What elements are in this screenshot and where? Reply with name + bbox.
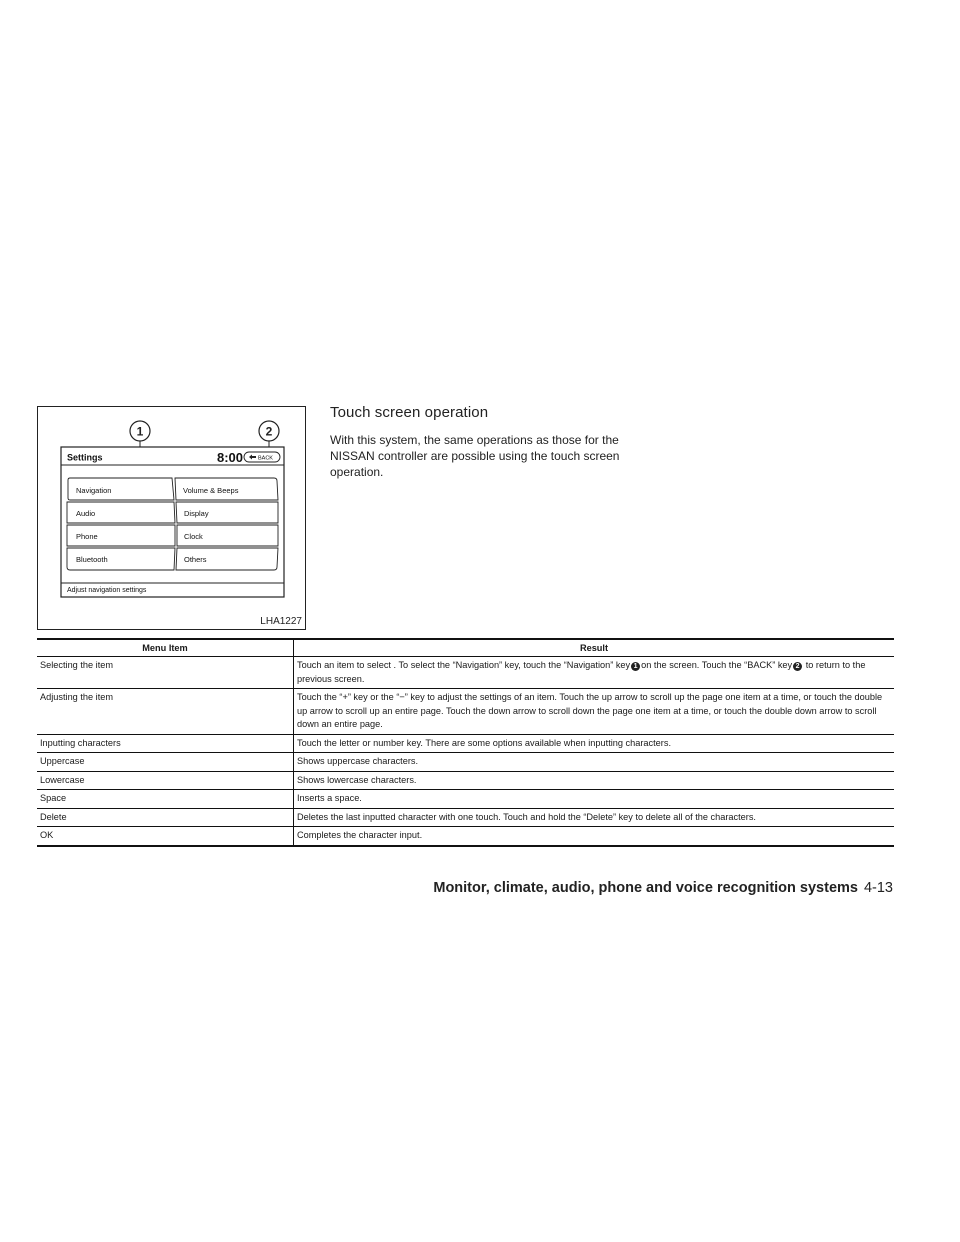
table-row [37, 689, 894, 735]
row-item: Inputting characters [37, 734, 294, 753]
row-result-part: Touch an item to select . To select the “Navigation” key, touch the “Navigation” key [297, 660, 631, 670]
table-row [37, 657, 894, 689]
volume-beeps-key-label: Volume & Beeps [183, 486, 239, 495]
key-1-icon: 1 [631, 662, 640, 671]
menu-result-table [37, 638, 894, 847]
row-result-part: on the screen. Touch the “BACK” key [641, 660, 793, 670]
row-result: Completes the character input. [294, 827, 895, 846]
clock-key-label: Clock [184, 532, 203, 541]
row-result: Inserts a space. [294, 790, 895, 809]
status-bar-text: Adjust navigation settings [67, 587, 147, 594]
key-2-icon: 2 [793, 662, 802, 671]
table-header-row [37, 639, 894, 657]
others-key-label: Others [184, 555, 207, 564]
footer-chapter-title: Monitor, climate, audio, phone and voice recognition systems [433, 880, 858, 896]
row-result: Touch the letter or number key. There are some options available when inputting characters. [294, 734, 895, 753]
callout-1-number: 1 [136, 424, 144, 439]
row-item: Space [37, 790, 294, 809]
phone-key-label: Phone [76, 532, 98, 541]
section-body: With this system, the same operations as those for the NISSAN controller are possible using the touch screen operation. [330, 433, 620, 479]
audio-key-label: Audio [76, 509, 96, 518]
table-row [37, 808, 894, 827]
table-row [37, 790, 894, 809]
row-result: Shows lowercase characters. [294, 771, 895, 790]
row-item: Uppercase [37, 753, 294, 772]
table-row [37, 771, 894, 790]
row-result: Deletes the last inputted character with one touch. Touch and hold the “Delete” key to delete all of the characters. [294, 808, 895, 827]
display-key-label: Display [184, 509, 209, 518]
row-item: OK [37, 827, 294, 846]
screen-clock: 8:00 [217, 450, 244, 465]
section-heading: Touch screen operation [330, 404, 489, 421]
figure-label: LHA1227 [260, 616, 302, 627]
row-item: Selecting the item [37, 657, 294, 689]
table-row [37, 734, 894, 753]
screen-title: Settings [67, 452, 103, 463]
footer-page-number: 4-13 [863, 880, 893, 896]
bluetooth-key-label: Bluetooth [76, 555, 108, 564]
page-footer [433, 880, 893, 896]
table-row [37, 827, 894, 846]
navigation-key-label: Navigation [76, 486, 112, 495]
row-item: Lowercase [37, 771, 294, 790]
back-button[interactable] [244, 452, 280, 462]
table-row [37, 753, 894, 772]
settings-screen-illustration [37, 406, 306, 630]
row-item: Delete [37, 808, 294, 827]
back-button-label: BACK [258, 455, 273, 462]
callout-2-number: 2 [265, 424, 273, 439]
row-result [294, 657, 895, 689]
row-result: Shows uppercase characters. [294, 753, 895, 772]
row-item: Adjusting the item [37, 689, 294, 735]
row-result-part: to return to the previous screen. [297, 660, 866, 684]
header-result: Result [294, 639, 895, 657]
header-menu-item: Menu Item [37, 639, 294, 657]
row-result: Touch the “+” key or the “−” key to adjust the settings of an item. Touch the up arrow to scroll up the page one item at a time, or touch the double up arrow to scroll up an entire page. Touch the down arrow to scroll down the page one item at a time, or touch the double down arrow to scroll down an entire page. [294, 689, 895, 735]
